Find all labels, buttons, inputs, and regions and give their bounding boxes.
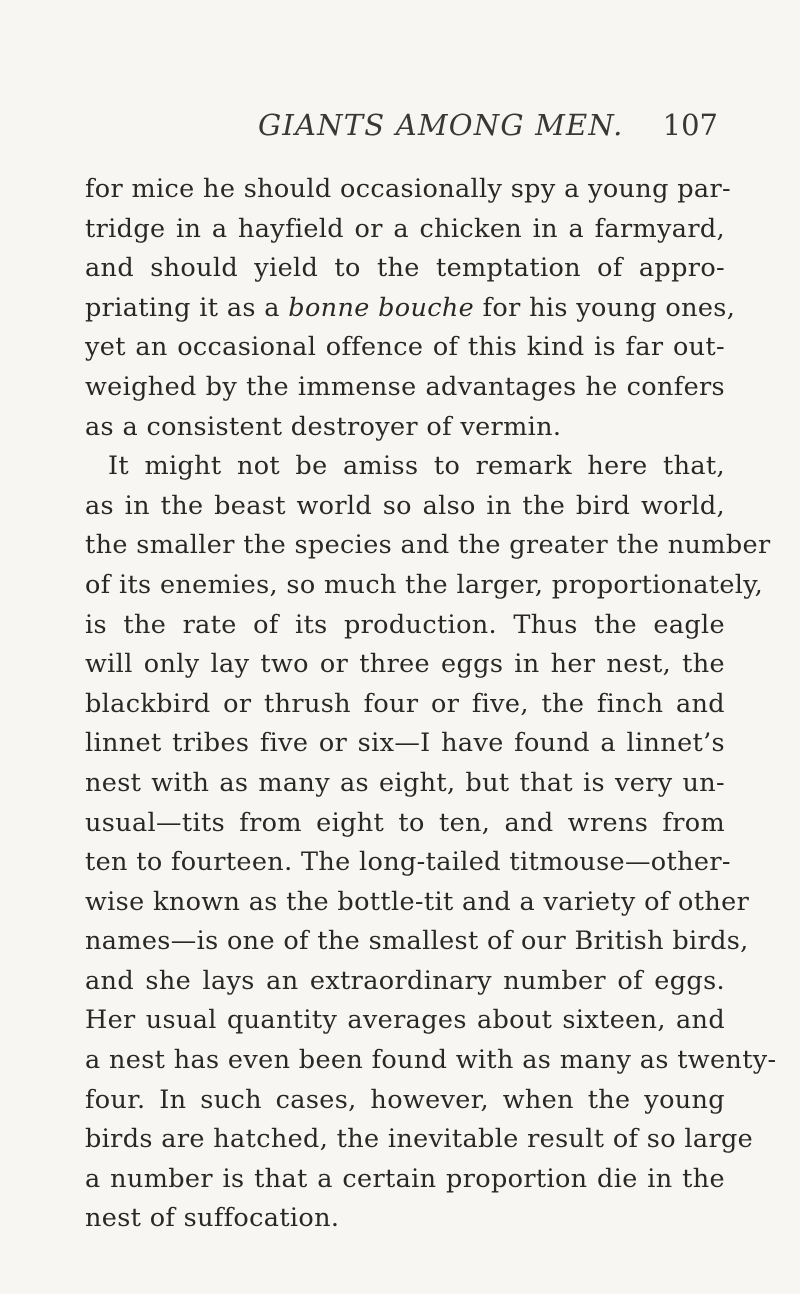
body-text <box>85 170 777 1239</box>
text-line: as in the beast world so also in the bird world, <box>85 490 725 521</box>
page-number: 107 <box>662 108 718 142</box>
text-line: ten to fourteen. The long-tailed titmouse—other- <box>85 847 731 878</box>
running-title: GIANTS AMONG MEN. <box>258 108 624 142</box>
text-line: names—is one of the smallest of our British birds, <box>85 926 749 957</box>
text-line: of its enemies, so much the larger, proportionately, <box>85 569 764 600</box>
text-line: and should yield to the temptation of appro- <box>85 253 725 284</box>
text-line: will only lay two or three eggs in her nest, the <box>85 649 725 680</box>
text-line: nest of suffocation. <box>85 1203 340 1234</box>
text-line: as a consistent destroyer of vermin. <box>85 411 562 442</box>
text-line: blackbird or thrush four or five, the finch and <box>85 688 725 719</box>
text-line: and she lays an extraordinary number of eggs. <box>85 965 725 996</box>
text-line: is the rate of its production. Thus the eagle <box>85 609 725 640</box>
running-head <box>0 108 800 148</box>
text-line: linnet tribes five or six—I have found a linnet’s <box>85 728 725 759</box>
text-line: birds are hatched, the inevitable result of so large <box>85 1124 754 1155</box>
text-line <box>85 289 736 329</box>
text-run: priating it as a <box>85 292 289 323</box>
italic-phrase: bonne bouche <box>288 292 475 323</box>
text-line: yet an occasional offence of this kind is far out- <box>85 332 725 363</box>
text-line: Her usual quantity averages about sixteen, and <box>85 1005 725 1036</box>
text-line: for mice he should occasionally spy a young par- <box>85 174 731 204</box>
text-line: a nest has even been found with as many as twenty- <box>85 1045 777 1076</box>
text-line: weighed by the immense advantages he confers <box>85 371 725 402</box>
text-line: It might not be amiss to remark here that, <box>108 451 725 482</box>
text-run: for his young ones, <box>474 292 736 323</box>
text-line: the smaller the species and the greater the number <box>85 530 771 561</box>
text-line: nest with as many as eight, but that is very un- <box>85 767 725 798</box>
text-line: tridge in a hayfield or a chicken in a farmyard, <box>85 213 725 244</box>
text-line: four. In such cases, however, when the young <box>85 1084 725 1115</box>
text-line: a number is that a certain proportion die in the <box>85 1163 725 1194</box>
text-line: usual—tits from eight to ten, and wrens from <box>85 807 725 838</box>
text-line: wise known as the bottle-tit and a variety of other <box>85 886 750 917</box>
